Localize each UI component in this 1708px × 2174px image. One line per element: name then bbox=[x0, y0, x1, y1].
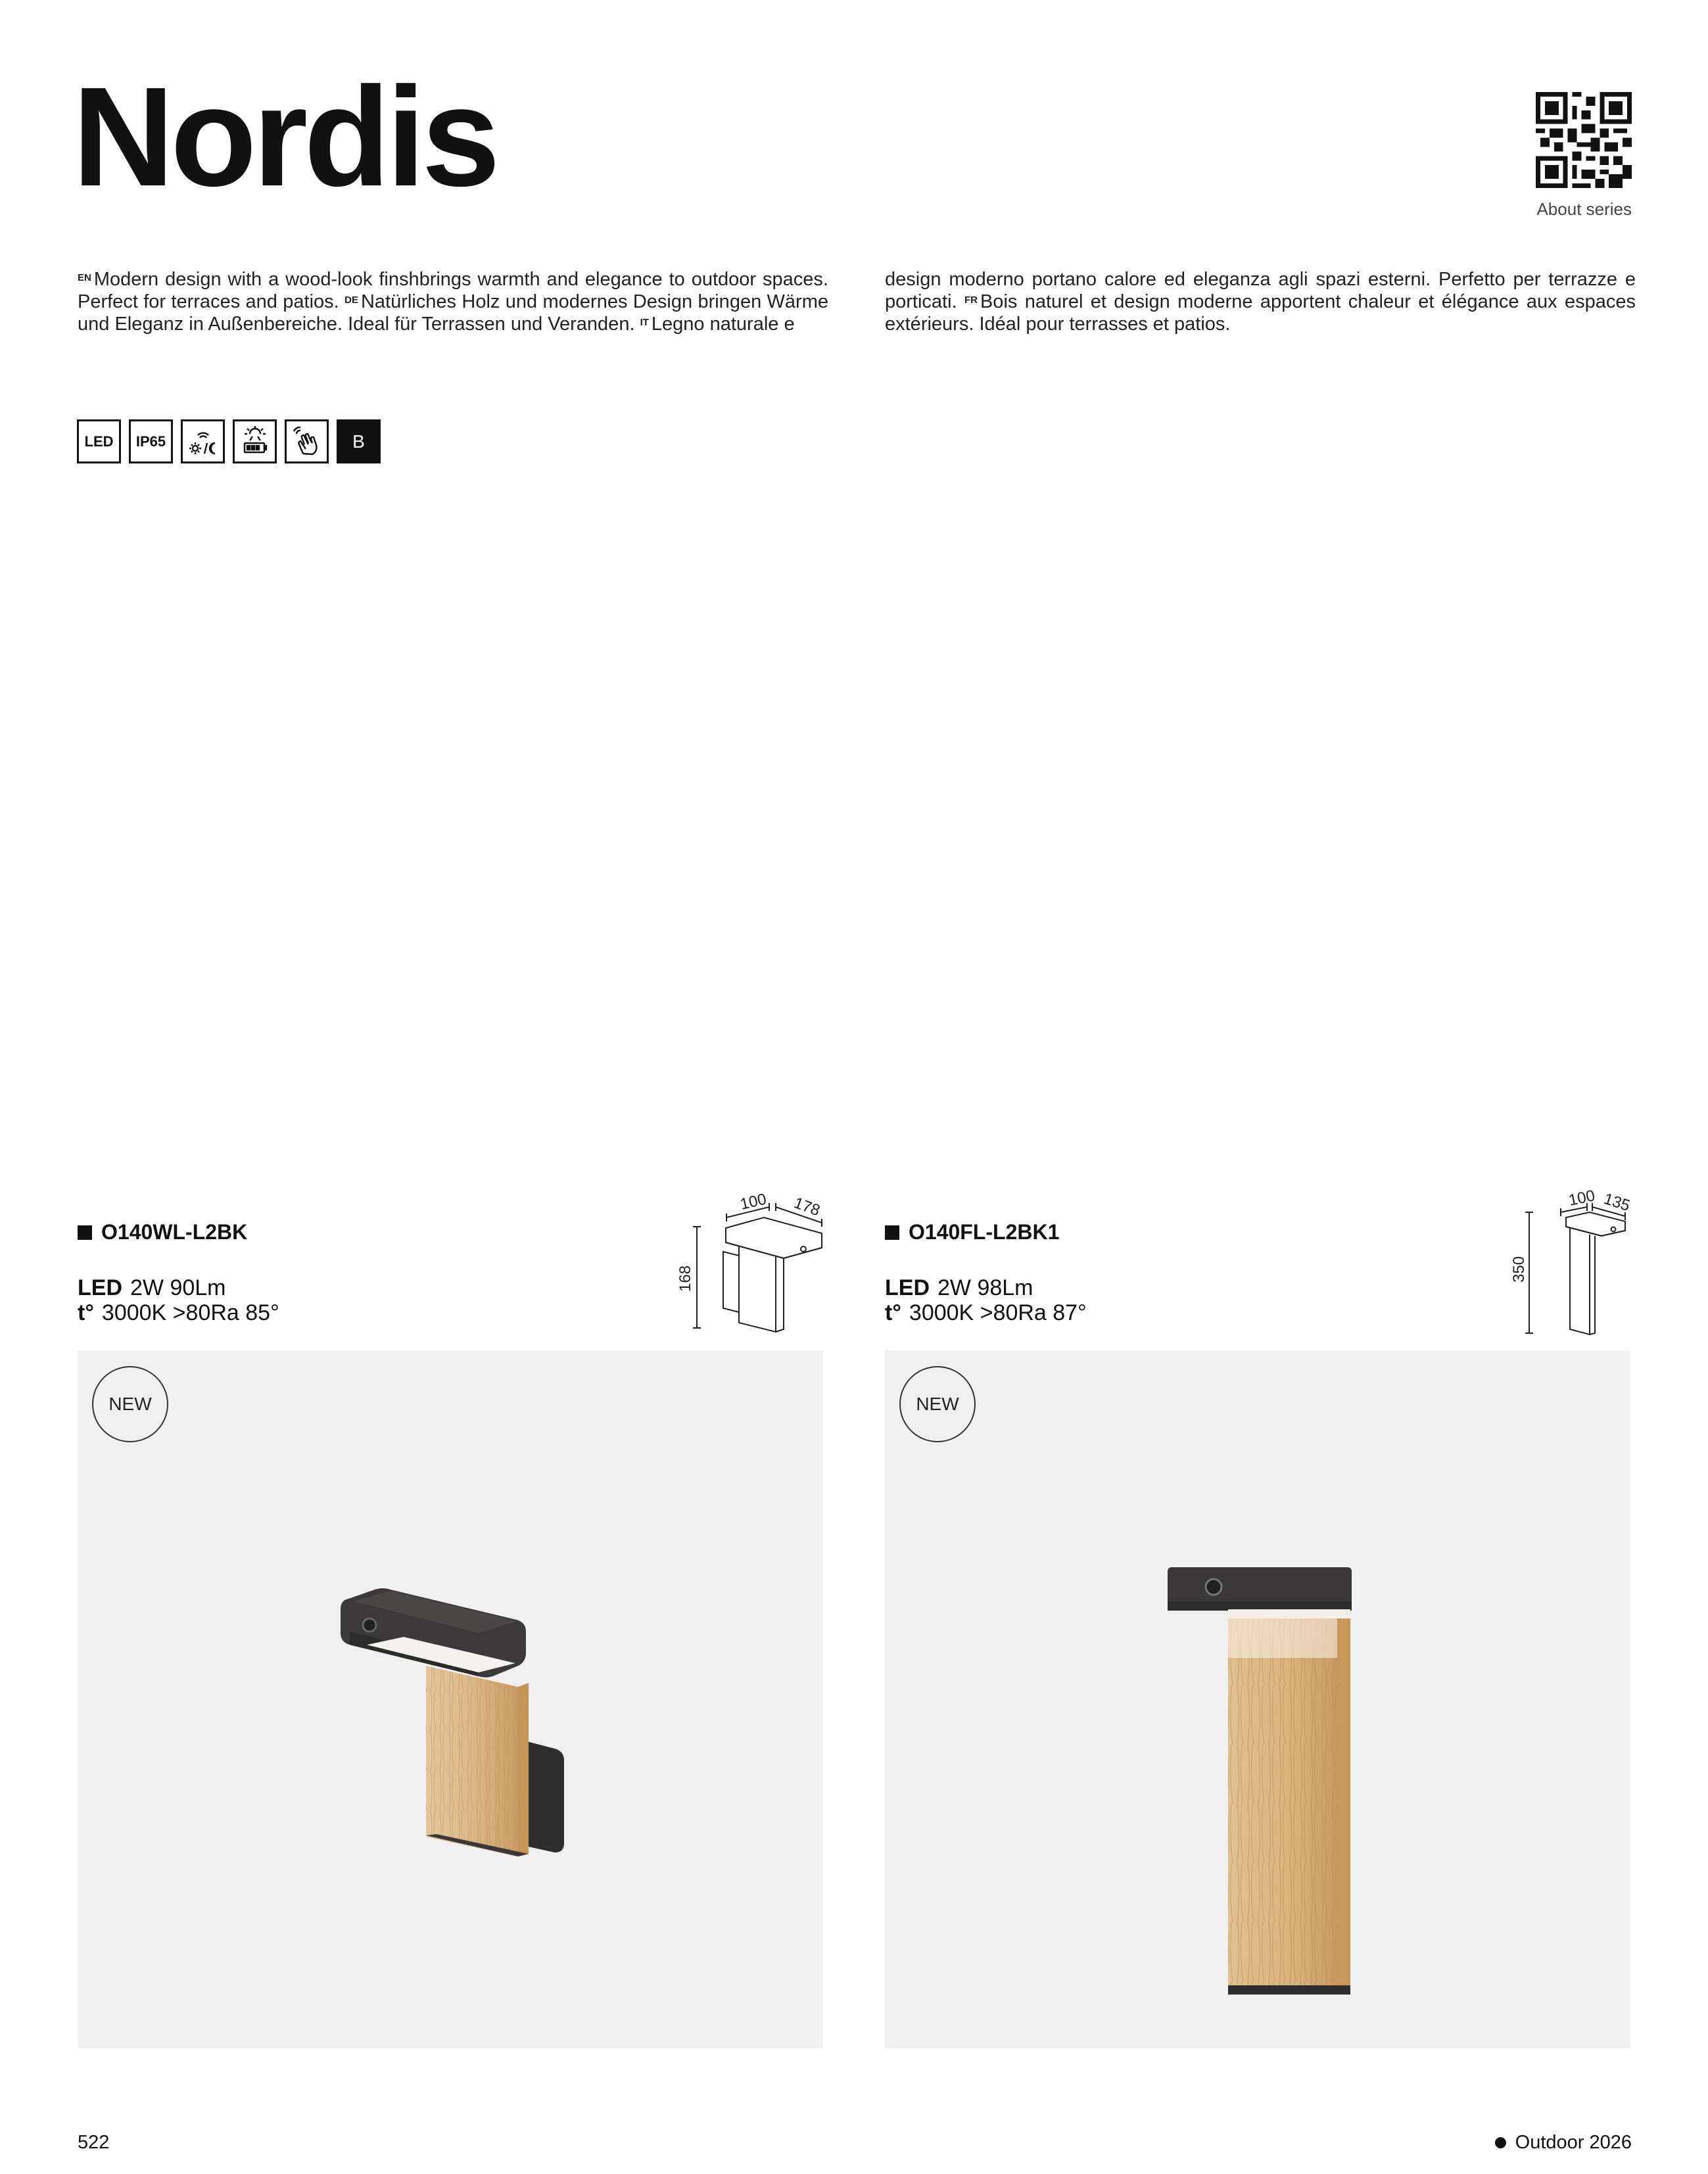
product-code-text: O140WL-L2BK bbox=[101, 1220, 248, 1244]
new-badge: NEW bbox=[92, 1366, 168, 1442]
bullet-dot-icon bbox=[1495, 2137, 1506, 2148]
lang-tag-de: DE bbox=[344, 295, 358, 306]
spec-led-value: 2W 98Lm bbox=[937, 1275, 1033, 1300]
intro-fr: Bois naturel et design moderne apportent chaleur et élégance aux espaces extérieurs. Idéal pour terrasses et patios. bbox=[885, 291, 1636, 335]
energy-class-badge: B bbox=[337, 419, 381, 463]
page-title: Nordis bbox=[72, 57, 496, 216]
day-night-sensor-icon bbox=[181, 419, 225, 463]
product-spec-1 bbox=[78, 1275, 279, 1325]
intro-text-left bbox=[78, 268, 828, 335]
catalog-footer bbox=[1495, 2132, 1632, 2154]
spec-temp-label: t° bbox=[885, 1300, 901, 1325]
dimension-drawing-2 bbox=[1506, 1174, 1637, 1338]
dim-width-1: 100 bbox=[738, 1190, 769, 1214]
catalog-name: Outdoor 2026 bbox=[1515, 2132, 1632, 2153]
qr-code-icon[interactable] bbox=[1536, 92, 1632, 188]
spec-led-label: LED bbox=[885, 1275, 930, 1300]
intro-de: Natürliches Holz und modernes Design bringen Wärme und Eleganz in Außenbereiche. Ideal für Terrassen und Veranden. bbox=[78, 291, 829, 335]
dim-width-2: 100 bbox=[1567, 1187, 1597, 1210]
dim-depth-1: 178 bbox=[791, 1194, 822, 1220]
solar-battery-icon bbox=[233, 419, 277, 463]
intro-en: Modern design with a wood-look finshbrings warmth and elegance to outdoor spaces. Perfect for terraces and patios. bbox=[78, 269, 828, 312]
spec-led-label: LED bbox=[78, 1275, 122, 1300]
lang-tag-fr: FR bbox=[964, 295, 978, 306]
dim-height-1: 168 bbox=[676, 1265, 694, 1292]
bullet-square-icon bbox=[885, 1225, 899, 1240]
product-spec-2 bbox=[885, 1275, 1087, 1325]
new-badge: NEW bbox=[899, 1366, 976, 1442]
product-image-panel-1[interactable] bbox=[78, 1350, 823, 2048]
dimension-drawing-1 bbox=[664, 1177, 835, 1335]
feature-badges bbox=[77, 419, 381, 463]
product-image-panel-2[interactable] bbox=[885, 1350, 1630, 2048]
dim-height-2: 350 bbox=[1510, 1256, 1528, 1283]
ip65-badge: IP65 bbox=[129, 419, 173, 463]
intro-it-end: design moderno portano calore ed eleganza agli spazi esterni. Perfetto per terrazze e porticati. bbox=[885, 269, 1636, 312]
lang-tag-en: EN bbox=[78, 272, 91, 283]
lang-tag-it: IT bbox=[640, 317, 649, 328]
product-code-1 bbox=[78, 1220, 247, 1244]
spec-led-value: 2W 90Lm bbox=[130, 1275, 226, 1300]
wall-lamp-image bbox=[327, 1561, 604, 1870]
spec-temp-label: t° bbox=[78, 1300, 94, 1325]
spec-temp-value: 3000K >80Ra 85° bbox=[101, 1300, 279, 1325]
bollard-lamp-image bbox=[1161, 1567, 1358, 2001]
motion-sensor-icon bbox=[285, 419, 329, 463]
intro-it-start: Legno naturale e bbox=[651, 314, 795, 335]
product-code-text: O140FL-L2BK1 bbox=[909, 1220, 1060, 1244]
page-number: 522 bbox=[78, 2132, 110, 2153]
dim-depth-2: 135 bbox=[1601, 1190, 1632, 1216]
product-code-2 bbox=[885, 1220, 1059, 1244]
led-badge: LED bbox=[77, 419, 121, 463]
qr-caption: About series bbox=[1536, 199, 1632, 219]
spec-temp-value: 3000K >80Ra 87° bbox=[909, 1300, 1087, 1325]
intro-text-right bbox=[885, 268, 1636, 335]
bullet-square-icon bbox=[78, 1225, 92, 1240]
